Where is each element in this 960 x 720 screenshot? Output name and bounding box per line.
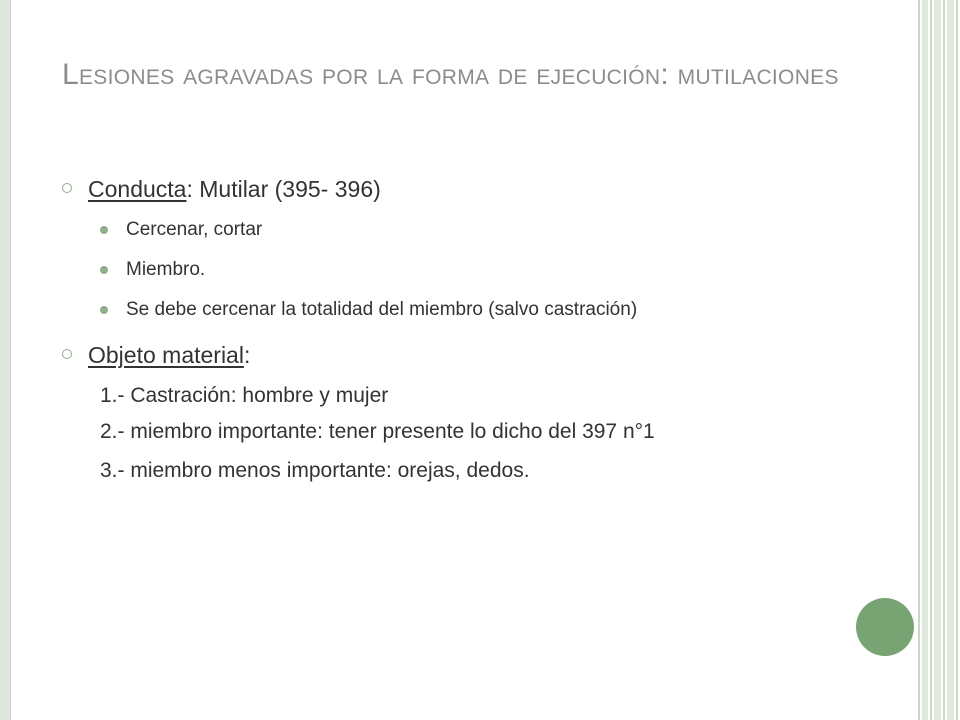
filled-dot-bullet-icon — [100, 226, 108, 234]
section-heading: Conducta — [88, 176, 187, 202]
list-item-text: Se debe cercenar la totalidad del miembro (salvo castración) — [126, 299, 638, 320]
left-frame-border — [0, 0, 11, 720]
slide-title: Lesiones agravadas por la forma de ejecución: mutilaciones — [62, 58, 839, 91]
numbered-line: 1.- Castración: hombre y mujer — [100, 384, 389, 407]
decorative-green-circle — [856, 598, 914, 656]
filled-dot-bullet-icon — [100, 266, 108, 274]
section-heading-rest: : Mutilar (395- 396) — [186, 176, 381, 202]
slide-content — [62, 170, 822, 484]
list-item — [62, 218, 822, 242]
section-heading: Objeto material — [88, 342, 244, 368]
right-frame-stripes — [918, 0, 960, 720]
list-item — [62, 298, 822, 322]
hollow-circle-bullet-icon — [62, 349, 72, 359]
numbered-line: 2.- miembro importante: tener presente lo dicho del 397 n°1 — [100, 420, 655, 443]
section-objeto-material — [62, 340, 822, 370]
section-conducta — [62, 174, 822, 204]
filled-dot-bullet-icon — [100, 306, 108, 314]
list-item-text: Cercenar, cortar — [126, 219, 263, 240]
numbered-line: 3.- miembro menos importante: orejas, dedos. — [100, 459, 530, 482]
list-item-text: Miembro. — [126, 259, 206, 280]
section-heading-rest: : — [243, 342, 251, 368]
hollow-circle-bullet-icon — [62, 183, 72, 193]
list-item — [62, 258, 822, 282]
